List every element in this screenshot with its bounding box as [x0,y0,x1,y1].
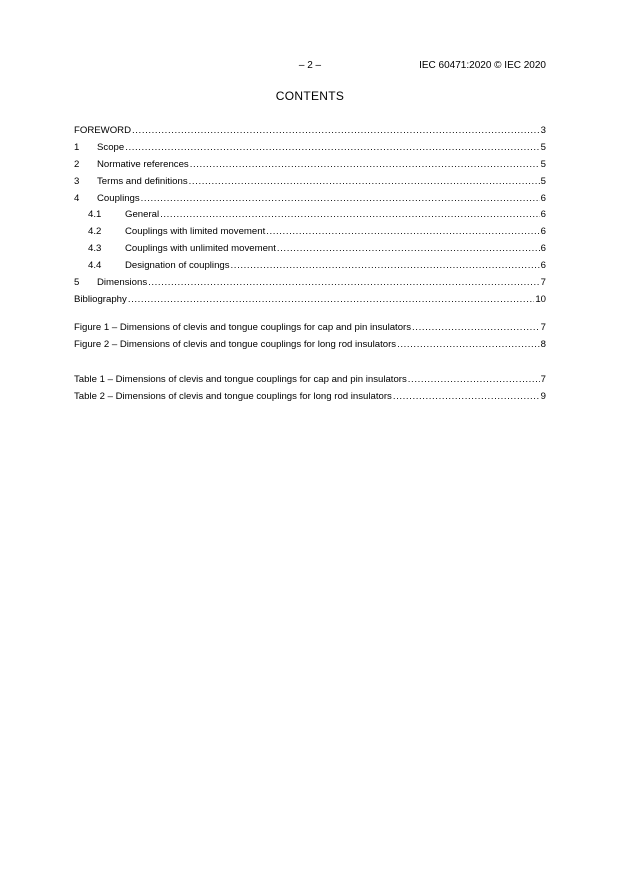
toc-entry[interactable] [74,275,546,292]
figure-entry[interactable] [74,337,546,354]
list-of-tables [74,372,546,406]
entry-number: 4.4 [88,260,102,272]
entry-label: Normative references [97,158,189,170]
entry-label: Dimensions [97,277,148,289]
dot-leader [125,140,539,157]
toc-entry[interactable] [74,292,546,309]
entry-number: 4.1 [88,209,102,221]
entry-label: FOREWORD [74,125,132,136]
entry-number: 3 [74,175,80,187]
contents-title: CONTENTS [275,89,345,103]
entry-label: Figure 2 – Dimensions of clevis and tongue couplings for long rod insulators [74,338,397,350]
dot-leader [148,275,540,292]
entry-page: 6 [540,243,546,255]
standard-header: IEC 60471:2020 © IEC 2020 [419,60,546,71]
dot-leader [408,372,540,389]
entry-label: Table 2 – Dimensions of clevis and tongue couplings for long rod insulators [74,390,392,402]
entry-label: Terms and definitions [97,175,188,187]
dot-leader [412,320,540,337]
entry-page: 10 [535,293,546,305]
list-of-figures [74,320,546,354]
table-entry[interactable] [74,372,546,389]
dot-leader [160,207,540,224]
toc-entry[interactable] [74,224,546,241]
entry-page: 7 [540,277,546,289]
toc-entry[interactable] [74,140,546,157]
dot-leader [141,191,540,208]
toc-entry[interactable] [74,191,546,208]
figure-entry[interactable] [74,320,546,337]
entry-number: 4.2 [88,226,102,238]
entry-label: Bibliography [74,293,127,305]
entry-page: 7 [540,374,546,385]
dot-leader [393,389,540,406]
entry-label: Couplings [97,192,140,204]
table-entry[interactable] [74,389,546,406]
entry-number: 4 [74,192,80,204]
entry-label: Couplings with limited movement [125,226,266,238]
table-of-contents [74,123,546,309]
entry-label: Designation of couplings [125,260,230,272]
dot-leader [231,258,540,275]
entry-page: 6 [540,209,546,221]
entry-page: 6 [540,260,546,272]
entry-number: 5 [74,277,80,289]
entry-page: 8 [540,338,546,350]
dot-leader [277,241,540,258]
toc-entry[interactable] [74,123,546,140]
page-number: – 2 – [298,60,322,71]
toc-entry[interactable] [74,174,546,191]
entry-page: 7 [540,322,546,333]
dot-leader [189,174,540,191]
entry-page: 6 [540,226,546,238]
toc-entry[interactable] [74,207,546,224]
entry-page: 9 [540,390,546,402]
dot-leader [397,337,540,354]
entry-number: 1 [74,141,80,153]
dot-leader [266,224,539,241]
entry-label: Figure 1 – Dimensions of clevis and tongue couplings for cap and pin insulators [74,322,412,333]
entry-page: 5 [540,158,546,170]
dot-leader [132,123,540,140]
entry-label: Couplings with unlimited movement [125,243,276,255]
entry-page: 5 [540,141,546,153]
entry-page: 5 [540,175,546,187]
entry-page: 3 [540,125,546,136]
dot-leader [190,157,540,174]
dot-leader [128,292,535,309]
entry-number: 4.3 [88,243,102,255]
entry-page: 6 [540,192,546,204]
toc-entry[interactable] [74,258,546,275]
toc-entry[interactable] [74,157,546,174]
entry-label: General [125,209,160,221]
toc-entry[interactable] [74,241,546,258]
entry-number: 2 [74,158,80,170]
entry-label: Table 1 – Dimensions of clevis and tongue couplings for cap and pin insulators [74,374,407,385]
entry-label: Scope [97,141,125,153]
